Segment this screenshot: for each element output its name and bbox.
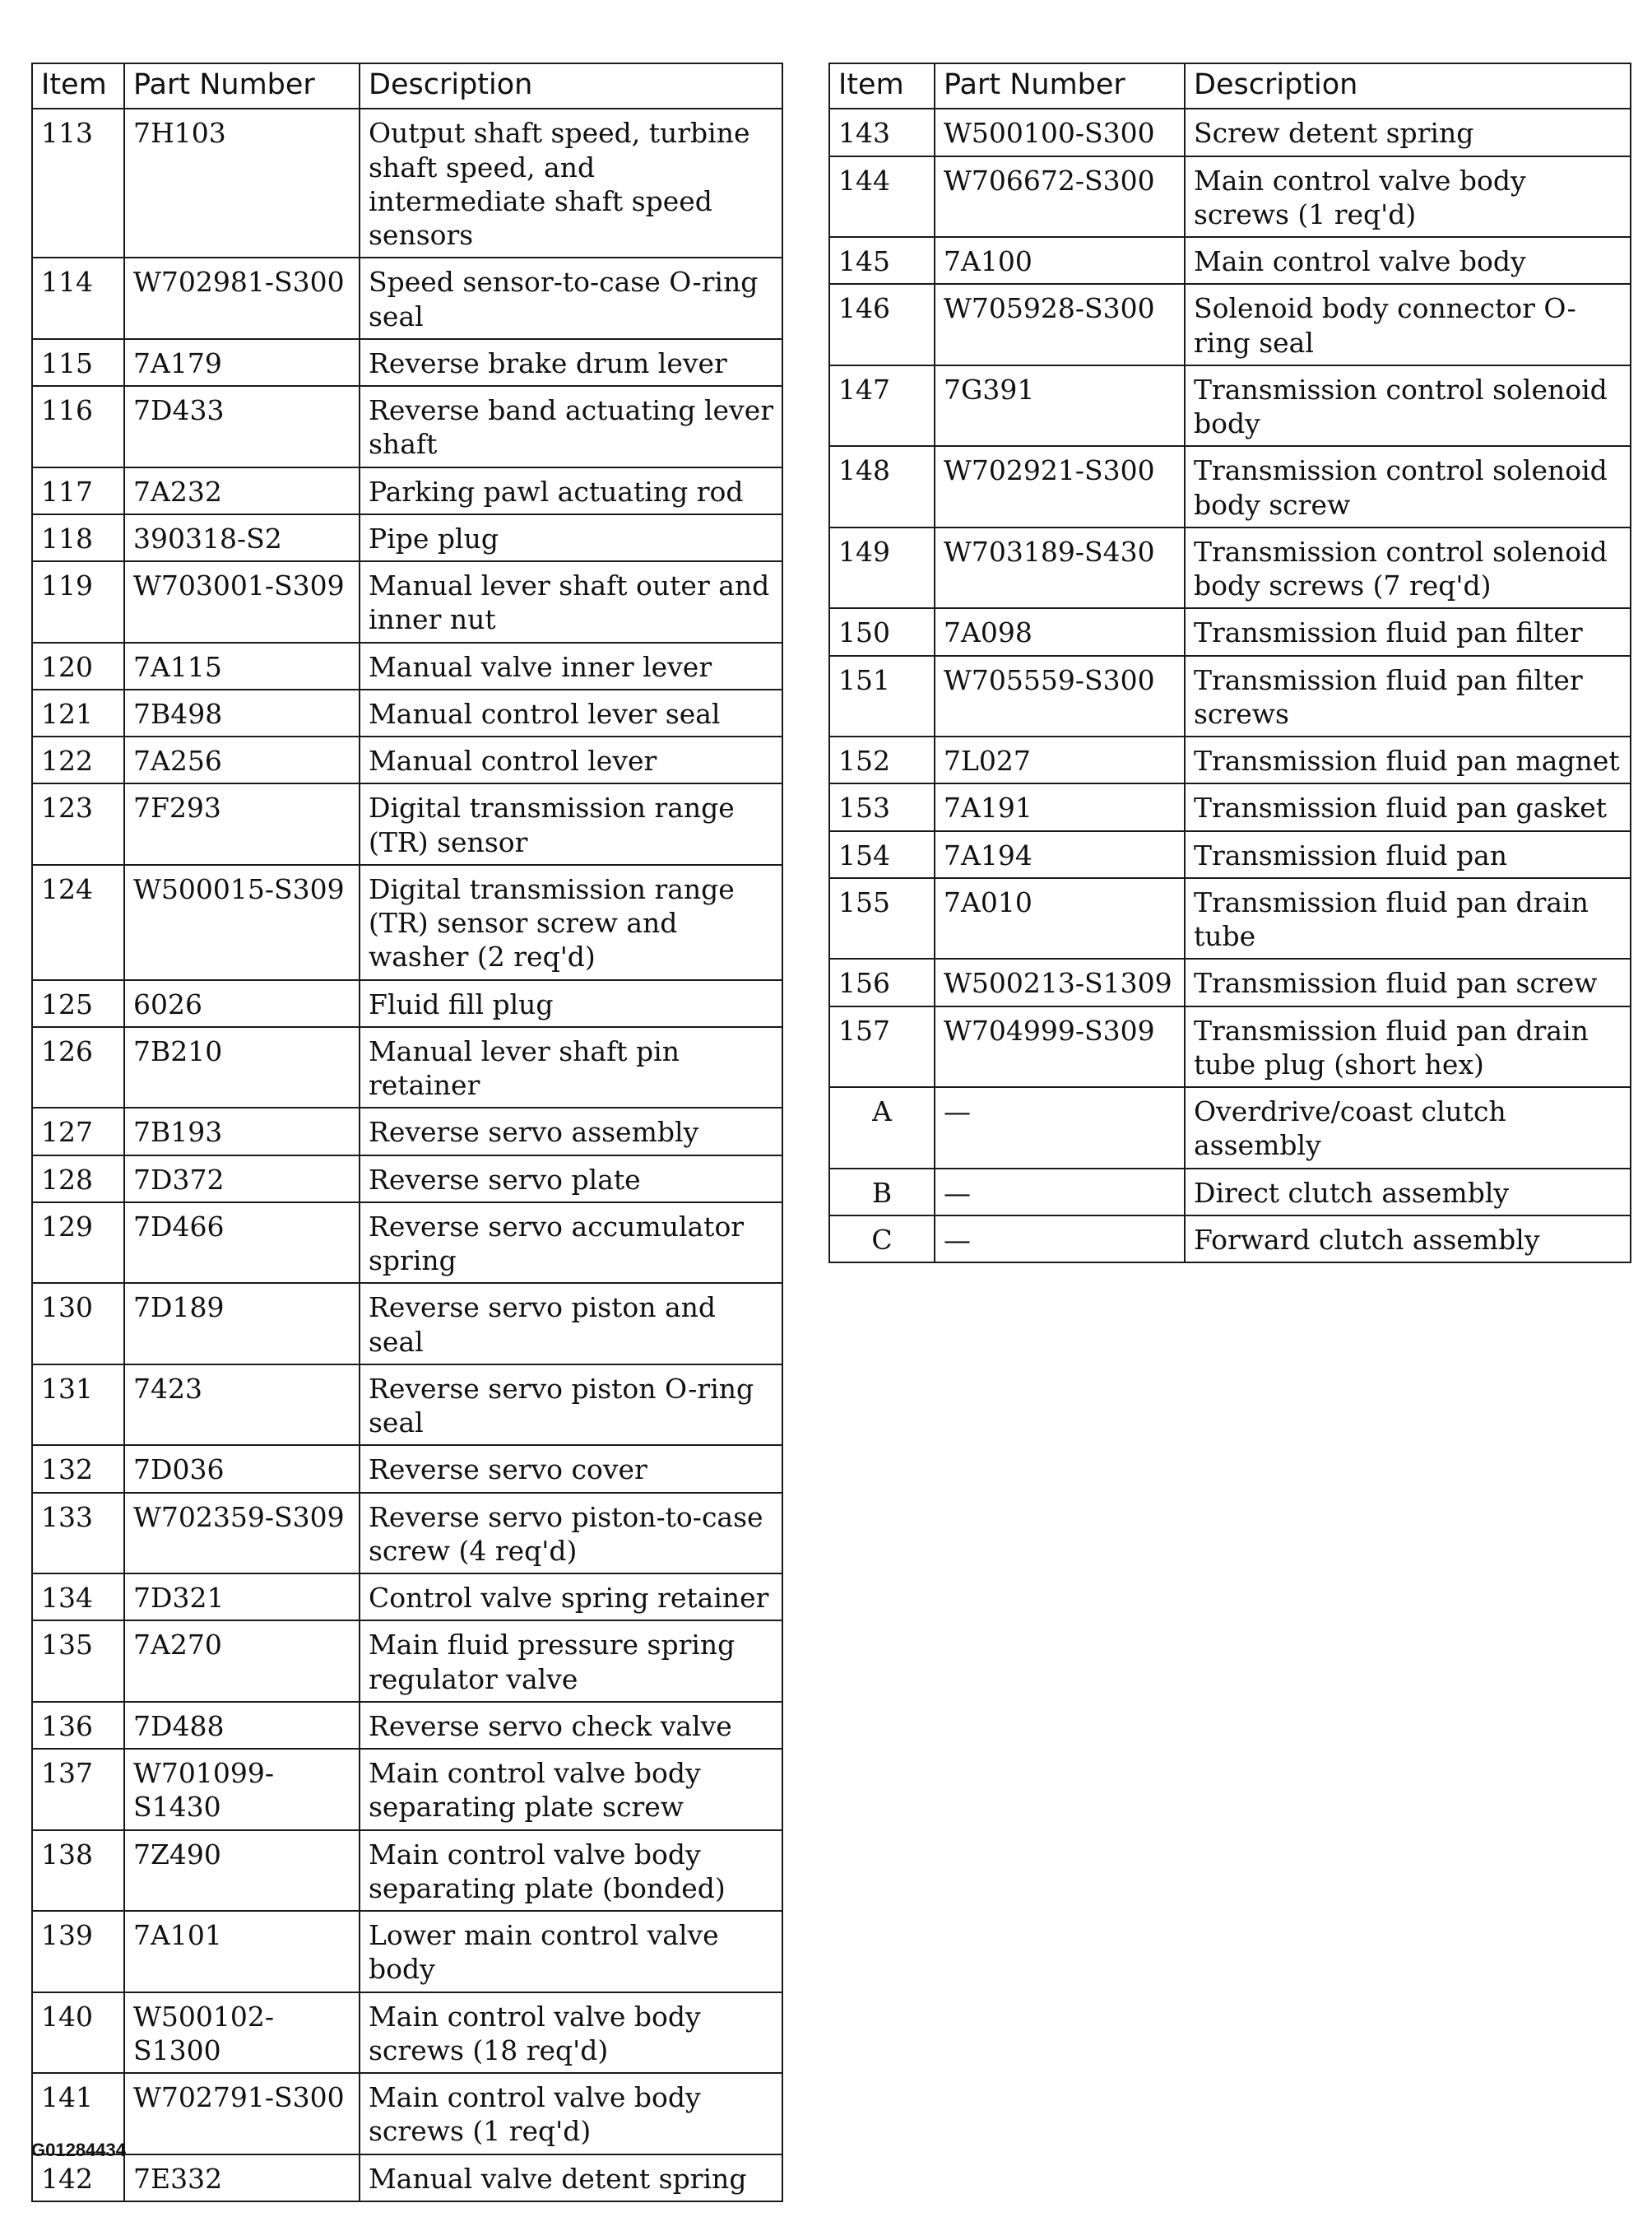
part-number-cell: 7D466 (124, 1202, 360, 1284)
item-cell: 122 (32, 737, 124, 783)
item-cell: 123 (32, 783, 124, 865)
part-number-cell: — (935, 1169, 1185, 1215)
header-row (32, 63, 782, 109)
table-row (32, 467, 782, 514)
description-cell: Manual valve inner lever (360, 643, 782, 690)
description-cell: Transmission control solenoid body screw (1185, 446, 1631, 528)
table-row (829, 878, 1631, 960)
description-cell: Parking pawl actuating rod (360, 467, 782, 514)
description-cell: Transmission fluid pan (1185, 831, 1631, 878)
part-number-cell: — (935, 1087, 1185, 1169)
header-part-number: Part Number (935, 63, 1185, 109)
description-cell: Overdrive/coast clutch assembly (1185, 1087, 1631, 1169)
table-row (32, 1992, 782, 2074)
header-item: Item (32, 63, 124, 109)
table-row (32, 1108, 782, 1155)
table-row (32, 1155, 782, 1202)
item-cell: 152 (829, 737, 935, 783)
item-cell: 114 (32, 258, 124, 339)
item-cell: 149 (829, 528, 935, 609)
parts-table-right (828, 63, 1631, 1263)
table-row (829, 959, 1631, 1006)
part-number-cell: 7A194 (935, 831, 1185, 878)
item-cell: 147 (829, 365, 935, 447)
item-cell: 119 (32, 561, 124, 643)
item-cell: 146 (829, 284, 935, 365)
description-cell: Main control valve body (1185, 237, 1631, 284)
item-cell: 117 (32, 467, 124, 514)
description-cell: Fluid fill plug (360, 980, 782, 1027)
part-number-cell: 7A191 (935, 783, 1185, 830)
table-row (32, 1445, 782, 1492)
item-cell: 140 (32, 1992, 124, 2074)
part-number-cell: 7B498 (124, 690, 360, 737)
part-number-cell: 7D488 (124, 1702, 360, 1749)
description-cell: Transmission control solenoid body (1185, 365, 1631, 447)
table-row (829, 831, 1631, 878)
description-cell: Output shaft speed, turbine shaft speed, and intermediate shaft speed sensors (360, 109, 782, 258)
part-number-cell: W702921-S300 (935, 446, 1185, 528)
table-row (32, 1283, 782, 1364)
part-number-cell: W703189-S430 (935, 528, 1185, 609)
part-number-cell: 7D372 (124, 1155, 360, 1202)
description-cell: Transmission fluid pan magnet (1185, 737, 1631, 783)
header-row (829, 63, 1631, 109)
item-cell: 143 (829, 109, 935, 156)
part-number-cell: 390318-S2 (124, 514, 360, 561)
table-row (32, 1702, 782, 1749)
description-cell: Reverse servo check valve (360, 1702, 782, 1749)
item-cell: 125 (32, 980, 124, 1027)
part-number-cell: W704999-S309 (935, 1006, 1185, 1088)
table-row (32, 1830, 782, 1912)
header-description: Description (360, 63, 782, 109)
table-row (829, 446, 1631, 528)
part-number-cell: 7423 (124, 1364, 360, 1446)
description-cell: Manual valve detent spring (360, 2154, 782, 2201)
description-cell: Reverse servo piston and seal (360, 1283, 782, 1364)
description-cell: Main control valve body screws (1 req'd) (1185, 156, 1631, 238)
part-number-cell: W702791-S300 (124, 2073, 360, 2154)
item-cell: 131 (32, 1364, 124, 1446)
part-number-cell: 7A232 (124, 467, 360, 514)
description-cell: Forward clutch assembly (1185, 1215, 1631, 1262)
item-cell: 113 (32, 109, 124, 258)
item-cell: 151 (829, 656, 935, 737)
part-number-cell: W702981-S300 (124, 258, 360, 339)
part-number-cell: W500100-S300 (935, 109, 1185, 156)
table-row (32, 737, 782, 783)
part-number-cell: 7L027 (935, 737, 1185, 783)
item-cell: 148 (829, 446, 935, 528)
description-cell: Main control valve body screws (1 req'd) (360, 2073, 782, 2154)
item-cell: 130 (32, 1283, 124, 1364)
figure-code: G01284434 (31, 2140, 126, 2160)
table-row (32, 514, 782, 561)
part-number-cell: 7A010 (935, 878, 1185, 960)
table-row (32, 2073, 782, 2154)
table-row (32, 561, 782, 643)
item-cell: 127 (32, 1108, 124, 1155)
table-row (829, 1169, 1631, 1215)
table-row (829, 365, 1631, 447)
table-row (32, 1620, 782, 1702)
description-cell: Pipe plug (360, 514, 782, 561)
table-row (829, 1006, 1631, 1088)
parts-table-left (31, 63, 783, 2202)
part-number-cell: 7F293 (124, 783, 360, 865)
item-cell: 141 (32, 2073, 124, 2154)
item-cell: 120 (32, 643, 124, 690)
item-cell: 118 (32, 514, 124, 561)
description-cell: Transmission fluid pan filter (1185, 608, 1631, 655)
item-cell: 144 (829, 156, 935, 238)
table-row (829, 109, 1631, 156)
table-row (829, 783, 1631, 830)
table-row (32, 865, 782, 980)
table-row (32, 1573, 782, 1620)
header-description: Description (1185, 63, 1631, 109)
table-row (32, 1911, 782, 1992)
table-row (32, 1202, 782, 1284)
item-cell: C (829, 1215, 935, 1262)
table-row (829, 656, 1631, 737)
part-number-cell: 7D189 (124, 1283, 360, 1364)
item-cell: 115 (32, 339, 124, 386)
description-cell: Main control valve body separating plate (bonded) (360, 1830, 782, 1912)
description-cell: Reverse servo assembly (360, 1108, 782, 1155)
table-row (829, 284, 1631, 365)
part-number-cell: 7B210 (124, 1027, 360, 1108)
part-number-cell: 7A101 (124, 1911, 360, 1992)
table-row (829, 1215, 1631, 1262)
part-number-cell: 7G391 (935, 365, 1185, 447)
item-cell: 126 (32, 1027, 124, 1108)
description-cell: Control valve spring retainer (360, 1573, 782, 1620)
item-cell: 128 (32, 1155, 124, 1202)
item-cell: 134 (32, 1573, 124, 1620)
part-number-cell: 7E332 (124, 2154, 360, 2201)
description-cell: Main control valve body screws (18 req'd) (360, 1992, 782, 2074)
description-cell: Manual control lever (360, 737, 782, 783)
item-cell: 137 (32, 1749, 124, 1830)
part-number-cell: 7D321 (124, 1573, 360, 1620)
description-cell: Transmission control solenoid body screws (7 req'd) (1185, 528, 1631, 609)
table-row (829, 156, 1631, 238)
header-part-number: Part Number (124, 63, 360, 109)
description-cell: Speed sensor-to-case O-ring seal (360, 258, 782, 339)
part-number-cell: 6026 (124, 980, 360, 1027)
description-cell: Solenoid body connector O-ring seal (1185, 284, 1631, 365)
item-cell: 116 (32, 386, 124, 467)
description-cell: Manual lever shaft outer and inner nut (360, 561, 782, 643)
description-cell: Reverse brake drum lever (360, 339, 782, 386)
table-row (32, 339, 782, 386)
part-number-cell: W705928-S300 (935, 284, 1185, 365)
description-cell: Reverse servo accumulator spring (360, 1202, 782, 1284)
table-row (829, 737, 1631, 783)
description-cell: Reverse band actuating lever shaft (360, 386, 782, 467)
item-cell: 135 (32, 1620, 124, 1702)
description-cell: Transmission fluid pan filter screws (1185, 656, 1631, 737)
table-row (32, 258, 782, 339)
table-row (32, 386, 782, 467)
table-row (32, 1749, 782, 1830)
part-number-cell: W703001-S309 (124, 561, 360, 643)
item-cell: 129 (32, 1202, 124, 1284)
description-cell: Reverse servo piston-to-case screw (4 req'd) (360, 1493, 782, 1574)
item-cell: 150 (829, 608, 935, 655)
part-number-cell: W702359-S309 (124, 1493, 360, 1574)
part-number-cell: W706672-S300 (935, 156, 1185, 238)
description-cell: Screw detent spring (1185, 109, 1631, 156)
item-cell: B (829, 1169, 935, 1215)
part-number-cell: 7A100 (935, 237, 1185, 284)
description-cell: Digital transmission range (TR) sensor (360, 783, 782, 865)
item-cell: 139 (32, 1911, 124, 1992)
item-cell: 132 (32, 1445, 124, 1492)
item-cell: 124 (32, 865, 124, 980)
part-number-cell: W500102-S1300 (124, 1992, 360, 2074)
header-item: Item (829, 63, 935, 109)
item-cell: 138 (32, 1830, 124, 1912)
table-row (32, 2154, 782, 2201)
item-cell: 154 (829, 831, 935, 878)
part-number-cell: 7Z490 (124, 1830, 360, 1912)
table-row (32, 690, 782, 737)
item-cell: 136 (32, 1702, 124, 1749)
table-row (32, 643, 782, 690)
description-cell: Direct clutch assembly (1185, 1169, 1631, 1215)
description-cell: Transmission fluid pan gasket (1185, 783, 1631, 830)
part-number-cell: 7D433 (124, 386, 360, 467)
table-row (829, 237, 1631, 284)
part-number-cell: 7B193 (124, 1108, 360, 1155)
description-cell: Transmission fluid pan screw (1185, 959, 1631, 1006)
part-number-cell: W705559-S300 (935, 656, 1185, 737)
item-cell: 121 (32, 690, 124, 737)
item-cell: 157 (829, 1006, 935, 1088)
part-number-cell: W500015-S309 (124, 865, 360, 980)
description-cell: Digital transmission range (TR) sensor screw and washer (2 req'd) (360, 865, 782, 980)
part-number-cell: 7H103 (124, 109, 360, 258)
part-number-cell: — (935, 1215, 1185, 1262)
table-row (32, 980, 782, 1027)
description-cell: Manual control lever seal (360, 690, 782, 737)
description-cell: Main control valve body separating plate screw (360, 1749, 782, 1830)
description-cell: Main fluid pressure spring regulator valve (360, 1620, 782, 1702)
table-row (829, 1087, 1631, 1169)
item-cell: 133 (32, 1493, 124, 1574)
table-row (829, 608, 1631, 655)
parts-table-right-body (829, 109, 1631, 1262)
item-cell: 142 (32, 2154, 124, 2201)
description-cell: Reverse servo cover (360, 1445, 782, 1492)
description-cell: Reverse servo plate (360, 1155, 782, 1202)
table-row (32, 1364, 782, 1446)
item-cell: A (829, 1087, 935, 1169)
table-row (32, 109, 782, 258)
part-number-cell: 7A179 (124, 339, 360, 386)
table-row (32, 783, 782, 865)
description-cell: Lower main control valve body (360, 1911, 782, 1992)
part-number-cell: 7A256 (124, 737, 360, 783)
part-number-cell: W701099-S1430 (124, 1749, 360, 1830)
table-row (32, 1493, 782, 1574)
item-cell: 155 (829, 878, 935, 960)
item-cell: 153 (829, 783, 935, 830)
part-number-cell: 7D036 (124, 1445, 360, 1492)
part-number-cell: 7A115 (124, 643, 360, 690)
item-cell: 156 (829, 959, 935, 1006)
table-row (32, 1027, 782, 1108)
part-number-cell: W500213-S1309 (935, 959, 1185, 1006)
item-cell: 145 (829, 237, 935, 284)
description-cell: Manual lever shaft pin retainer (360, 1027, 782, 1108)
description-cell: Reverse servo piston O-ring seal (360, 1364, 782, 1446)
parts-table-left-body (32, 109, 782, 2201)
part-number-cell: 7A098 (935, 608, 1185, 655)
table-row (829, 528, 1631, 609)
description-cell: Transmission fluid pan drain tube plug (short hex) (1185, 1006, 1631, 1088)
description-cell: Transmission fluid pan drain tube (1185, 878, 1631, 960)
part-number-cell: 7A270 (124, 1620, 360, 1702)
